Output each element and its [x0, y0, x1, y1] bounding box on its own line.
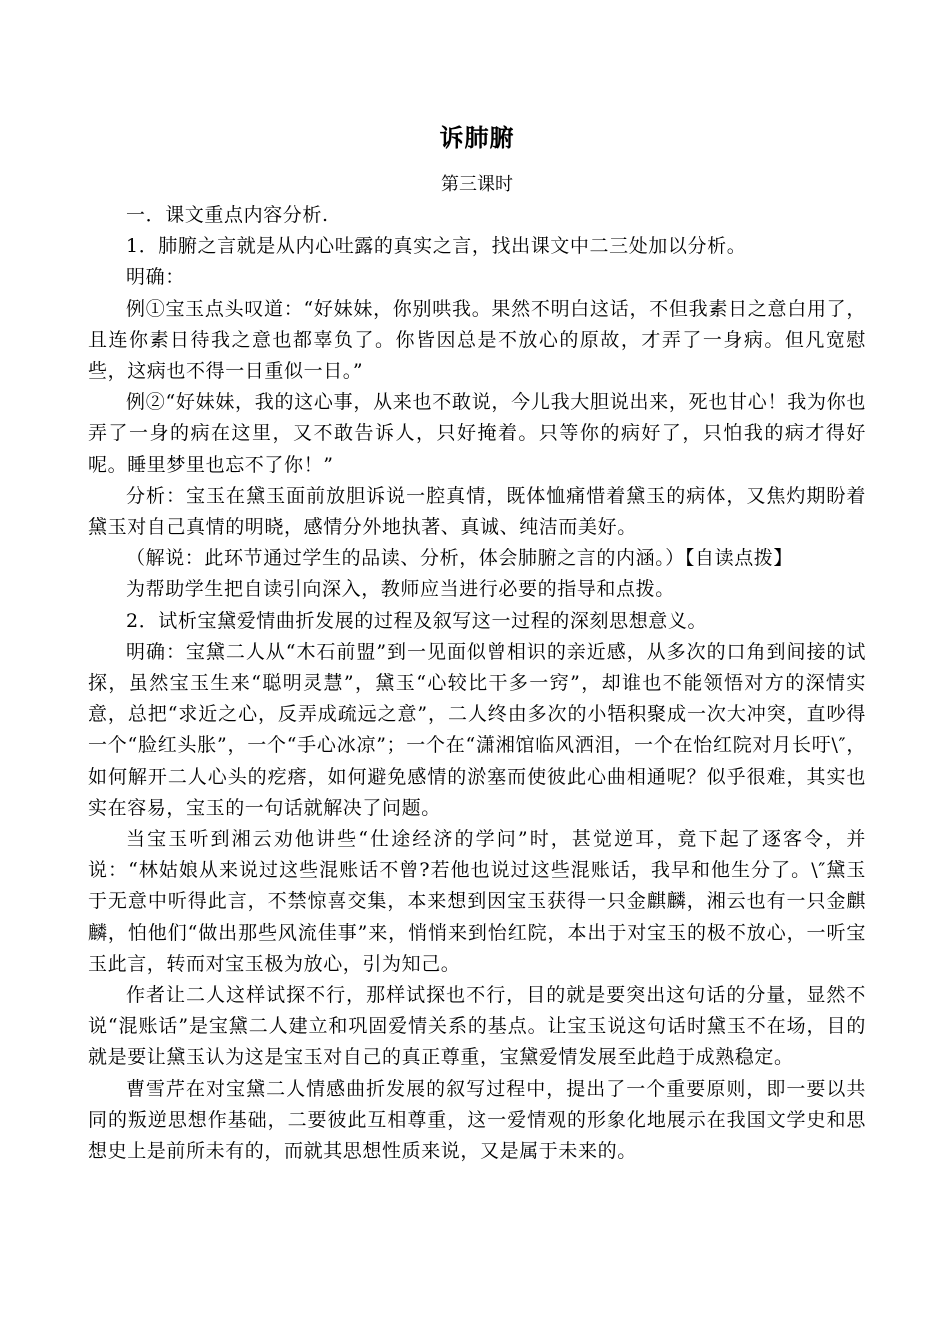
- document-page: [88, 118, 866, 1167]
- body-paragraph: 作者让二人这样试探不行，那样试探也不行，目的就是要突出这句话的分量，显然不说“混账话”是宝黛二人建立和巩固爱情关系的基点。让宝玉说这句话时黛玉不在场，目的就是要让黛玉认为这是宝玉对自己的真正尊重，宝黛爱情发展至此趋于成熟稳定。: [88, 984, 866, 1069]
- lesson-subtitle: 第三课时: [441, 174, 513, 195]
- explanation-note: （解说：此环节通过学生的品读、分析，体会肺腑之言的内涵。）【自读点拨】: [126, 547, 794, 570]
- body-paragraph: 当宝玉听到湘云劝他讲些“仕途经济的学问”时，甚觉逆耳，竟下起了逐客令，并说：“林姑娘从来说过这些混账话不曾?若他也说过这些混账话，我早和他生分了。\″黛玉于无意中听得此言，不禁惊喜交集，本来想到因宝玉获得一只金麒麟，湘云也有一只金麒麟，怕他们“做出那些风流佳事”来，悄悄来到怡红院，本出于对宝玉的极不放心，一听宝玉此言，转而对宝玉极为放心，引为知己。: [88, 828, 866, 975]
- example-2: 例②“好妹妹，我的这心事，从来也不敢说，今儿我大胆说出来，死也甘心！我为你也弄了一身的病在这里，又不敢告诉人，只好掩着。只等你的病好了，只怕我的病才得好呢。睡里梦里也忘不了你！”: [88, 391, 866, 476]
- document-title: 诉肺腑: [439, 124, 515, 152]
- section-heading: 一．课文重点内容分析.: [126, 204, 329, 226]
- body-paragraph: 曹雪芹在对宝黛二人情感曲折发展的叙写过程中，提出了一个重要原则，即一要以共同的叛逆思想作基础，二要彼此互相尊重，这一爱情观的形象化地展示在我国文学史和思想史上是前所未有的，而就其思想性质来说，又是属于未来的。: [88, 1077, 866, 1163]
- answer-label: 明确：: [126, 266, 185, 289]
- example-1: 例①宝玉点头叹道：“好妹妹，你别哄我。果然不明白这话，不但我素日之意白用了，且连你素日待我之意也都辜负了。你皆因总是不放心的原故，才弄了一身病。但凡宽慰些，这病也不得一日重似一日。”: [88, 297, 866, 383]
- analysis-paragraph: 分析：宝玉在黛玉面前放胆诉说一腔真情，既体恤痛惜着黛玉的病体，又焦灼期盼着黛玉对自己真情的明晓，感情分外地执著、真诚、纯洁而美好。: [88, 484, 866, 539]
- answer-paragraph: 明确：宝黛二人从“木石前盟”到一见面似曾相识的亲近感，从多次的口角到间接的试探，虽然宝玉生来“聪明灵慧”，黛玉“心较比干多一窍”，却谁也不能领悟对方的深情实意，总把“求近之心，反弄成疏远之意”，二人终由多次的小牾积聚成一次大冲突，直吵得一个“脸红头胀”，一个“手心冰凉”；一个在“潇湘馆临风洒泪，一个在怡红院对月长吁\″，如何解开二人心头的疙瘩，如何避免感情的淤塞而使彼此心曲相通呢？似乎很难，其实也实在容易，宝玉的一句话就解决了问题。: [88, 640, 866, 819]
- guidance-paragraph: 为帮助学生把自读引向深入，教师应当进行必要的指导和点拨。: [126, 578, 675, 601]
- question-1: 1．肺腑之言就是从内心吐露的真实之言，找出课文中二三处加以分析。: [126, 235, 747, 258]
- question-2: 2．试析宝黛爱情曲折发展的过程及叙写这一过程的深刻思想意义。: [126, 609, 708, 632]
